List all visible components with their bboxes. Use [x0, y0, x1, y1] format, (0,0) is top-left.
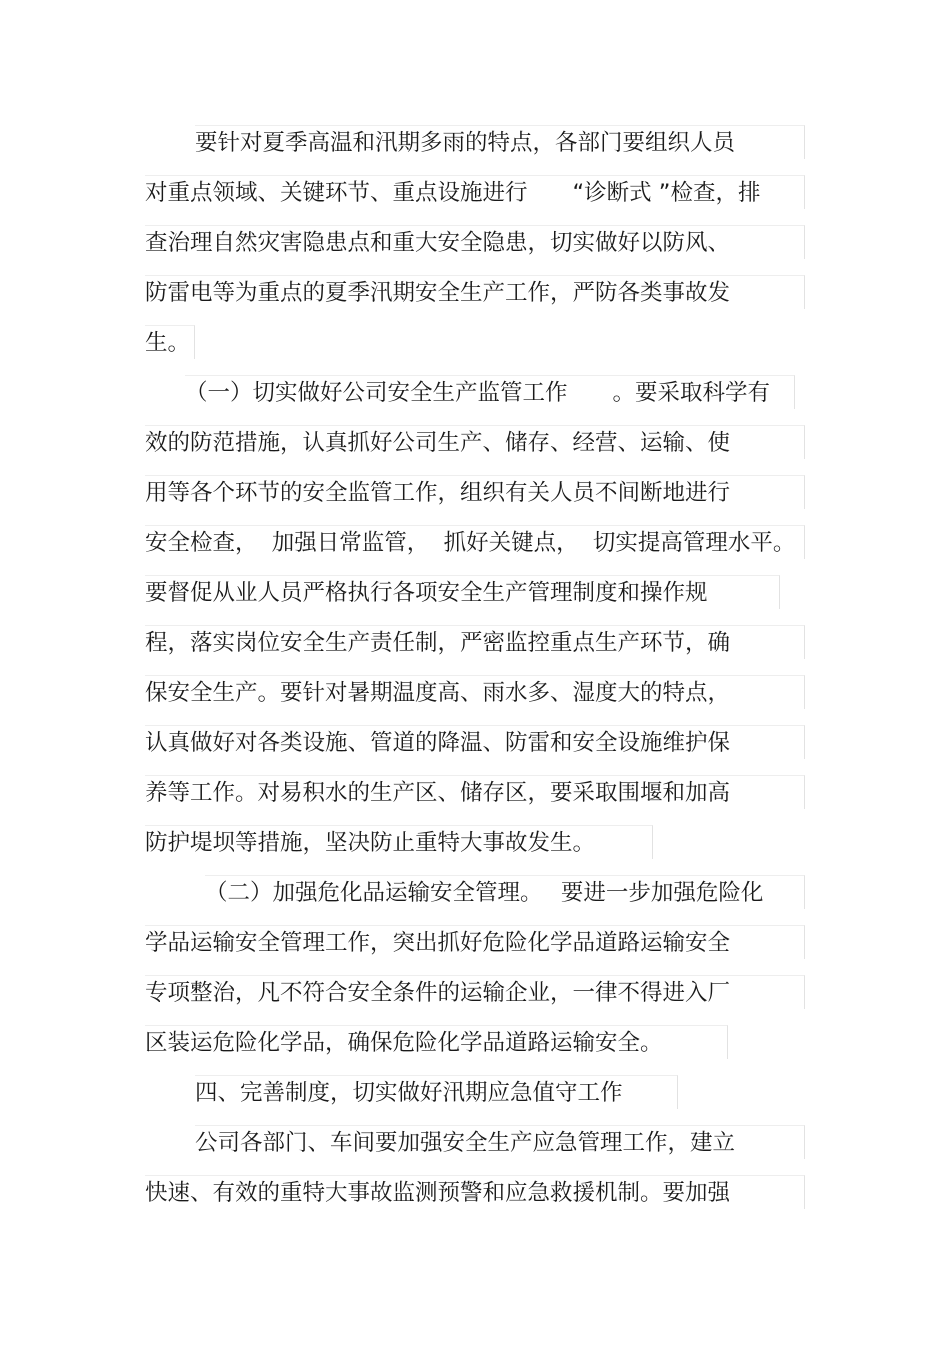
text-line: 区装运危险化学品，确保危险化学品道路运输安全。	[145, 1025, 728, 1059]
text-line: 程，落实岗位安全生产责任制，严密监控重点生产环节，确	[145, 625, 805, 659]
text-line: 防护堤坝等措施，坚决防止重特大事故发生。	[145, 825, 653, 859]
section-heading: 四、完善制度，切实做好汛期应急值守工作	[195, 1075, 678, 1109]
text-line: 认真做好对各类设施、管道的降温、防雷和安全设施维护保	[145, 725, 805, 759]
text-line: 保安全生产。要针对暑期温度高、雨水多、湿度大的特点，	[145, 675, 805, 709]
text-line: 专项整治，凡不符合安全条件的运输企业，一律不得进入厂	[145, 975, 805, 1009]
text-line: （二）加强危化品运输安全管理。 要进一步加强危险化	[205, 875, 805, 909]
text-line: 学品运输安全管理工作，突出抓好危险化学品道路运输安全	[145, 925, 805, 959]
text-line: 查治理自然灾害隐患点和重大安全隐患，切实做好以防风、	[145, 225, 805, 259]
text-line: 效的防范措施，认真抓好公司生产、储存、经营、运输、使	[145, 425, 805, 459]
text-line: 用等各个环节的安全监管工作，组织有关人员不间断地进行	[145, 475, 805, 509]
text-line: 对重点领域、关键环节、重点设施进行 “诊断式 ”检查，排	[145, 175, 805, 209]
text-line: 防雷电等为重点的夏季汛期安全生产工作，严防各类事故发	[145, 275, 805, 309]
text-line: 要督促从业人员严格执行各项安全生产管理制度和操作规	[145, 575, 780, 609]
text-line: 要针对夏季高温和汛期多雨的特点，各部门要组织人员	[195, 125, 805, 159]
text-line: 安全检查， 加强日常监管， 抓好关键点， 切实提高管理水平。	[145, 525, 805, 559]
text-line: 养等工作。对易积水的生产区、储存区，要采取围堰和加高	[145, 775, 805, 809]
text-line: 生。	[145, 325, 195, 359]
text-line: 快速、有效的重特大事故监测预警和应急救援机制。要加强	[145, 1175, 805, 1209]
text-line: 公司各部门、车间要加强安全生产应急管理工作，建立	[195, 1125, 805, 1159]
text-line: （一）切实做好公司安全生产监管工作 。要采取科学有	[185, 375, 795, 409]
